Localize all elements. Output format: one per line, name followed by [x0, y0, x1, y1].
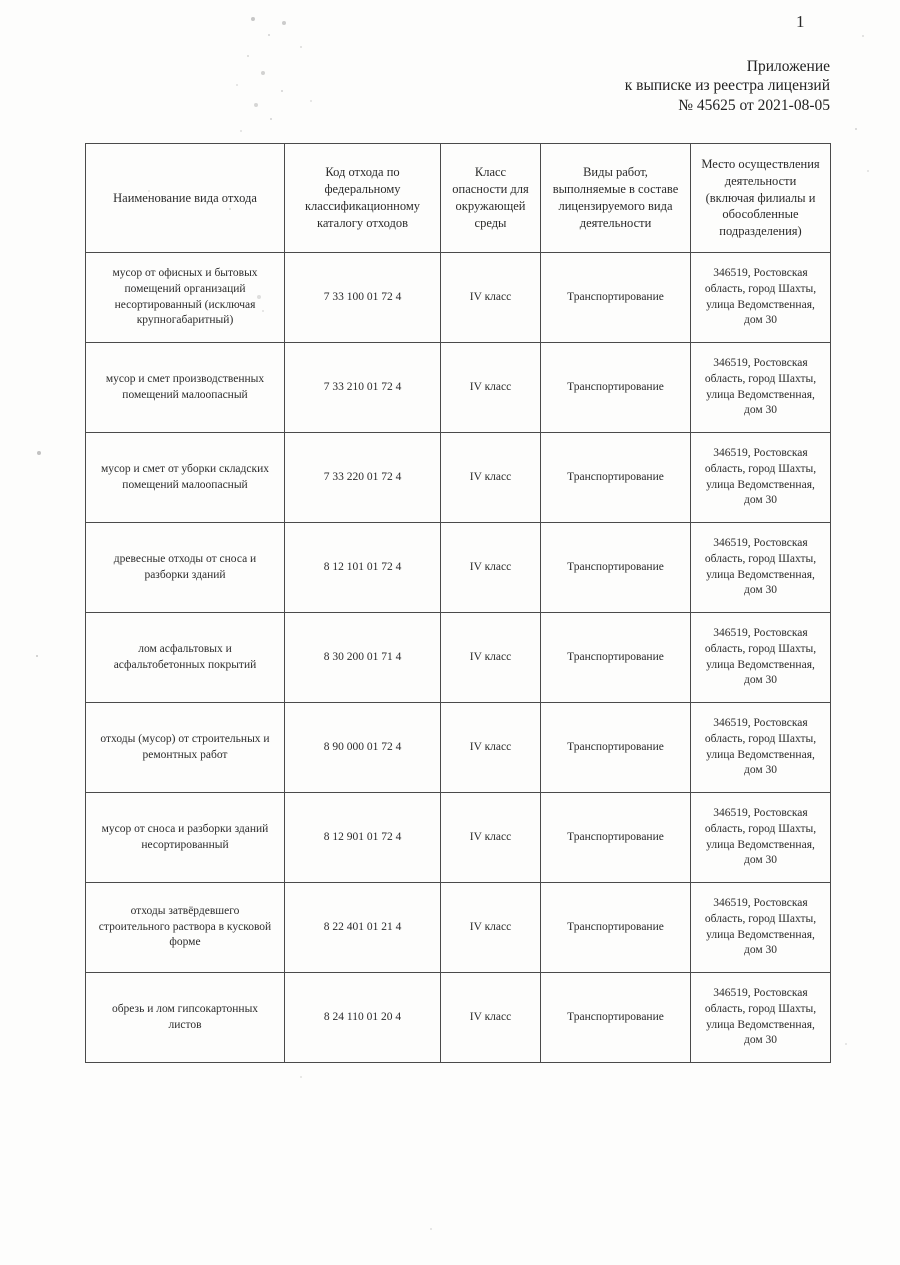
cell-work-types: Транспортирование [541, 793, 691, 883]
header-activity-place: Место осуществления деятельности (включая филиалы и обособленные подразделения) [691, 144, 831, 253]
cell-waste-code: 8 24 110 01 20 4 [285, 973, 441, 1063]
table-header-row [86, 144, 831, 253]
cell-hazard-class: IV класс [441, 793, 541, 883]
cell-hazard-class: IV класс [441, 973, 541, 1063]
cell-activity-place: 346519, Ростовская область, город Шахты, улица Ведомственная, дом 30 [691, 883, 831, 973]
cell-waste-code: 8 90 000 01 72 4 [285, 703, 441, 793]
waste-license-table [85, 143, 831, 1063]
cell-waste-name: отходы затвёрдевшего строительного раствора в кусковой форме [86, 883, 285, 973]
table-row [86, 883, 831, 973]
table-row [86, 973, 831, 1063]
cell-waste-code: 8 22 401 01 21 4 [285, 883, 441, 973]
cell-activity-place: 346519, Ростовская область, город Шахты, улица Ведомственная, дом 30 [691, 793, 831, 883]
header-line-registry: к выписке из реестра лицензий [624, 77, 830, 95]
cell-waste-code: 7 33 210 01 72 4 [285, 343, 441, 433]
cell-activity-place: 346519, Ростовская область, город Шахты, улица Ведомственная, дом 30 [691, 523, 831, 613]
header-hazard-class: Класс опасности для окружающей среды [441, 144, 541, 253]
header-waste-code: Код отхода по федеральному классификационному каталогу отходов [285, 144, 441, 253]
header-line-number-date: № 45625 от 2021-08-05 [678, 96, 830, 114]
cell-waste-name: отходы (мусор) от строительных и ремонтных работ [86, 703, 285, 793]
table-row [86, 793, 831, 883]
cell-hazard-class: IV класс [441, 523, 541, 613]
cell-activity-place: 346519, Ростовская область, город Шахты, улица Ведомственная, дом 30 [691, 433, 831, 523]
cell-waste-name: мусор и смет производственных помещений малоопасный [86, 343, 285, 433]
cell-activity-place: 346519, Ростовская область, город Шахты, улица Ведомственная, дом 30 [691, 703, 831, 793]
cell-work-types: Транспортирование [541, 703, 691, 793]
cell-waste-code: 8 12 901 01 72 4 [285, 793, 441, 883]
cell-waste-name: лом асфальтовых и асфальтобетонных покрытий [86, 613, 285, 703]
cell-work-types: Транспортирование [541, 613, 691, 703]
cell-waste-name: мусор от сноса и разборки зданий несортированный [86, 793, 285, 883]
table-row [86, 253, 831, 343]
cell-waste-code: 7 33 100 01 72 4 [285, 253, 441, 343]
cell-work-types: Транспортирование [541, 883, 691, 973]
cell-hazard-class: IV класс [441, 883, 541, 973]
document-header [625, 57, 830, 115]
table-row [86, 523, 831, 613]
cell-work-types: Транспортирование [541, 433, 691, 523]
cell-work-types: Транспортирование [541, 973, 691, 1063]
cell-waste-code: 8 30 200 01 71 4 [285, 613, 441, 703]
header-work-types: Виды работ, выполняемые в составе лицензируемого вида деятельности [541, 144, 691, 253]
cell-hazard-class: IV класс [441, 703, 541, 793]
cell-activity-place: 346519, Ростовская область, город Шахты, улица Ведомственная, дом 30 [691, 343, 831, 433]
cell-work-types: Транспортирование [541, 253, 691, 343]
cell-waste-code: 8 12 101 01 72 4 [285, 523, 441, 613]
cell-waste-name: мусор и смет от уборки складских помещений малоопасный [86, 433, 285, 523]
scan-noise-artifacts [0, 0, 2, 2]
table-row [86, 433, 831, 523]
header-waste-name: Наименование вида отхода [86, 144, 285, 253]
cell-activity-place: 346519, Ростовская область, город Шахты, улица Ведомственная, дом 30 [691, 253, 831, 343]
cell-hazard-class: IV класс [441, 613, 541, 703]
cell-waste-name: обрезь и лом гипсокартонных листов [86, 973, 285, 1063]
cell-activity-place: 346519, Ростовская область, город Шахты, улица Ведомственная, дом 30 [691, 613, 831, 703]
header-line-appendix: Приложение [746, 58, 830, 75]
table-row [86, 613, 831, 703]
cell-waste-name: мусор от офисных и бытовых помещений организаций несортированный (исключая крупногабаритный) [86, 253, 285, 343]
page-number: 1 [796, 12, 805, 31]
cell-waste-name: древесные отходы от сноса и разборки зданий [86, 523, 285, 613]
cell-waste-code: 7 33 220 01 72 4 [285, 433, 441, 523]
cell-hazard-class: IV класс [441, 343, 541, 433]
cell-activity-place: 346519, Ростовская область, город Шахты, улица Ведомственная, дом 30 [691, 973, 831, 1063]
table-row [86, 343, 831, 433]
cell-hazard-class: IV класс [441, 253, 541, 343]
cell-hazard-class: IV класс [441, 433, 541, 523]
cell-work-types: Транспортирование [541, 523, 691, 613]
cell-work-types: Транспортирование [541, 343, 691, 433]
table-row [86, 703, 831, 793]
